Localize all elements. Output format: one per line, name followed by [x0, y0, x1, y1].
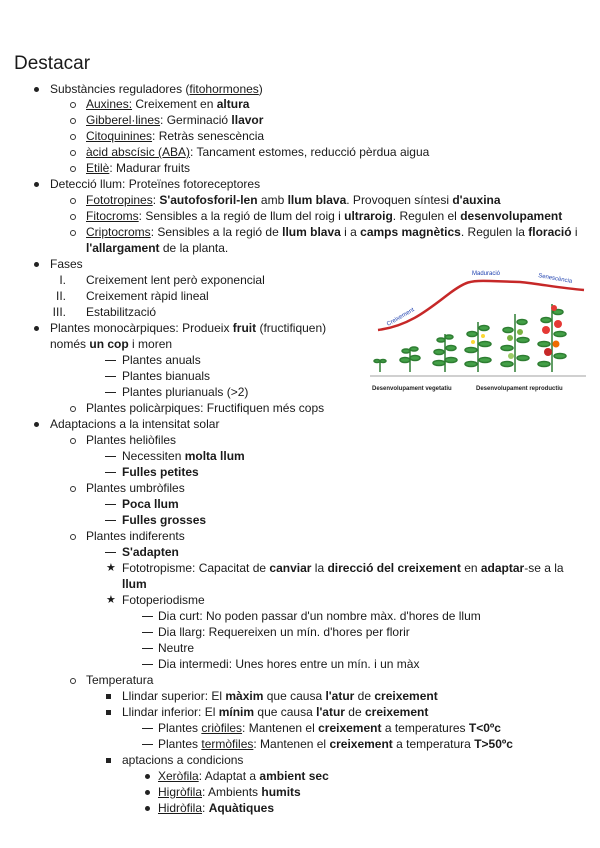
bullet	[145, 774, 150, 779]
bullet	[70, 166, 76, 172]
dash-bullet	[142, 648, 153, 649]
list-item: S'adapten	[122, 545, 179, 559]
list-item: Estabilització	[86, 305, 157, 319]
dash-bullet	[105, 520, 116, 521]
bullet	[70, 534, 76, 540]
list-item: Necessiten molta llum	[122, 449, 245, 463]
flowering-plant	[465, 322, 491, 372]
dash-bullet	[142, 744, 153, 745]
bullet	[34, 326, 39, 331]
bullet	[70, 678, 76, 684]
young-plant	[400, 347, 420, 372]
list-item: Adaptacions a la intensitat solar	[50, 417, 220, 431]
plant-growth-figure	[370, 268, 586, 400]
bullet	[145, 806, 150, 811]
bullet	[70, 198, 76, 204]
bullet	[70, 150, 76, 156]
list-item: Hidròfila: Aquàtiques	[158, 801, 275, 815]
list-item: Dia curt: No poden passar d'un nombre màx. d'hores de llum	[158, 609, 481, 623]
bullet	[70, 102, 76, 108]
list-item: Temperatura	[86, 673, 154, 687]
list-item: Substàncies reguladores (fitohormones)	[50, 82, 263, 96]
list-item: Plantes heliòfiles	[86, 433, 177, 447]
list-item: Neutre	[158, 641, 195, 655]
list-item: Plantes criòfiles: Mantenen el creixement a temperatures T<0ºc	[158, 721, 501, 735]
list-item-continuation: l'allargament de la planta.	[86, 241, 229, 255]
list-item: Fotoperiodisme	[122, 593, 205, 607]
list-item: Citoquinines: Retràs senescència	[86, 129, 265, 143]
list-item: Criptocroms: Sensibles a la regió de llum blava i a camps magnètics. Regulen la floració i	[86, 225, 578, 239]
label-creixement: Creixement	[386, 307, 416, 328]
list-item: Fases	[50, 257, 83, 271]
seedling	[374, 360, 386, 373]
list-item: Xeròfila: Adaptat a ambient sec	[158, 769, 329, 783]
bullet	[34, 262, 39, 267]
label-reproductiu: Desenvolupament reproductiu	[476, 386, 563, 392]
growing-plant	[433, 334, 457, 372]
fruiting-plant	[501, 314, 529, 372]
list-item: Auxines: Creixement en altura	[86, 97, 250, 111]
roman-numeral: II.	[55, 289, 66, 303]
list-item: Llindar superior: El màxim que causa l'atur de creixement	[122, 689, 438, 703]
page-title: Destacar	[14, 53, 91, 74]
label-senescencia: Senescència	[537, 273, 573, 285]
bullet	[34, 422, 39, 427]
list-item: Poca llum	[122, 497, 179, 511]
star-bullet-icon: ★	[106, 594, 116, 606]
dash-bullet	[105, 504, 116, 505]
dash-bullet	[105, 552, 116, 553]
list-item: Dia llarg: Requereixen un mín. d'hores per florir	[158, 625, 410, 639]
bullet	[70, 230, 76, 236]
bullet	[145, 790, 150, 795]
list-item: Etilè: Madurar fruits	[86, 161, 191, 175]
dash-bullet	[142, 728, 153, 729]
dash-bullet	[105, 392, 116, 393]
square-bullet	[106, 758, 111, 763]
list-item: Higròfila: Ambients humits	[158, 785, 301, 799]
bullet	[34, 87, 39, 92]
square-bullet	[106, 694, 111, 699]
list-item: aptacions a condicions	[122, 753, 244, 767]
dash-bullet	[105, 360, 116, 361]
list-item: Gibberel·lines: Germinació llavor	[86, 113, 264, 127]
list-item: Plantes plurianuals (>2)	[122, 385, 249, 399]
bullet	[70, 406, 76, 412]
list-item: Plantes umbròfiles	[86, 481, 185, 495]
list-item: Fototropisme: Capacitat de canviar la direcció del creixement en adaptar-se a la	[122, 561, 564, 575]
label-maduracio: Maduració	[472, 271, 501, 277]
list-item: Plantes indiferents	[86, 529, 185, 543]
list-item: Fototropines: S'autofosforil-len amb llum blava. Provoquen síntesi d'auxina	[86, 193, 501, 207]
list-item-continuation: només un cop i moren	[50, 337, 173, 351]
list-item: Fulles petites	[122, 465, 199, 479]
square-bullet	[106, 710, 111, 715]
list-item: àcid abscísic (ABA): Tancament estomes, reducció pèrdua aigua	[86, 145, 430, 159]
list-item: Creixement lent però exponencial	[86, 273, 265, 287]
ripe-plant	[538, 304, 566, 372]
list-item: Creixement ràpid lineal	[86, 289, 209, 303]
bullet	[70, 486, 76, 492]
bullet	[70, 134, 76, 140]
list-item-continuation: llum	[122, 577, 147, 591]
dash-bullet	[105, 456, 116, 457]
list-item: Plantes bianuals	[122, 369, 211, 383]
bullet	[70, 118, 76, 124]
list-item: Detecció llum: Proteïnes fotoreceptores	[50, 177, 261, 191]
bullet	[34, 182, 39, 187]
label-vegetatiu: Desenvolupament vegetatiu	[372, 386, 452, 392]
roman-numeral: III.	[52, 305, 66, 319]
list-item: Llindar inferior: El mínim que causa l'atur de creixement	[122, 705, 429, 719]
list-item: Plantes policàrpiques: Fructifiquen més cops	[86, 401, 325, 415]
star-bullet-icon: ★	[106, 562, 116, 574]
list-item: Plantes termòfiles: Mantenen el creixement a temperatura T>50ºc	[158, 737, 513, 751]
list-item: Dia intermedi: Unes hores entre un mín. i un màx	[158, 657, 420, 671]
dash-bullet	[105, 376, 116, 377]
list-item: Fulles grosses	[122, 513, 207, 527]
dash-bullet	[105, 472, 116, 473]
dash-bullet	[142, 616, 153, 617]
bullet	[70, 438, 76, 444]
list-item: Fitocroms: Sensibles a la regió de llum del roig i ultraroig. Regulen el desenvolupament	[86, 209, 563, 223]
roman-numeral: I.	[59, 273, 66, 287]
bullet	[70, 214, 76, 220]
dash-bullet	[142, 664, 153, 665]
list-item: Plantes monocàrpiques: Produeix fruit (fructifiquen)	[50, 321, 327, 335]
dash-bullet	[142, 632, 153, 633]
list-item: Plantes anuals	[122, 353, 201, 367]
